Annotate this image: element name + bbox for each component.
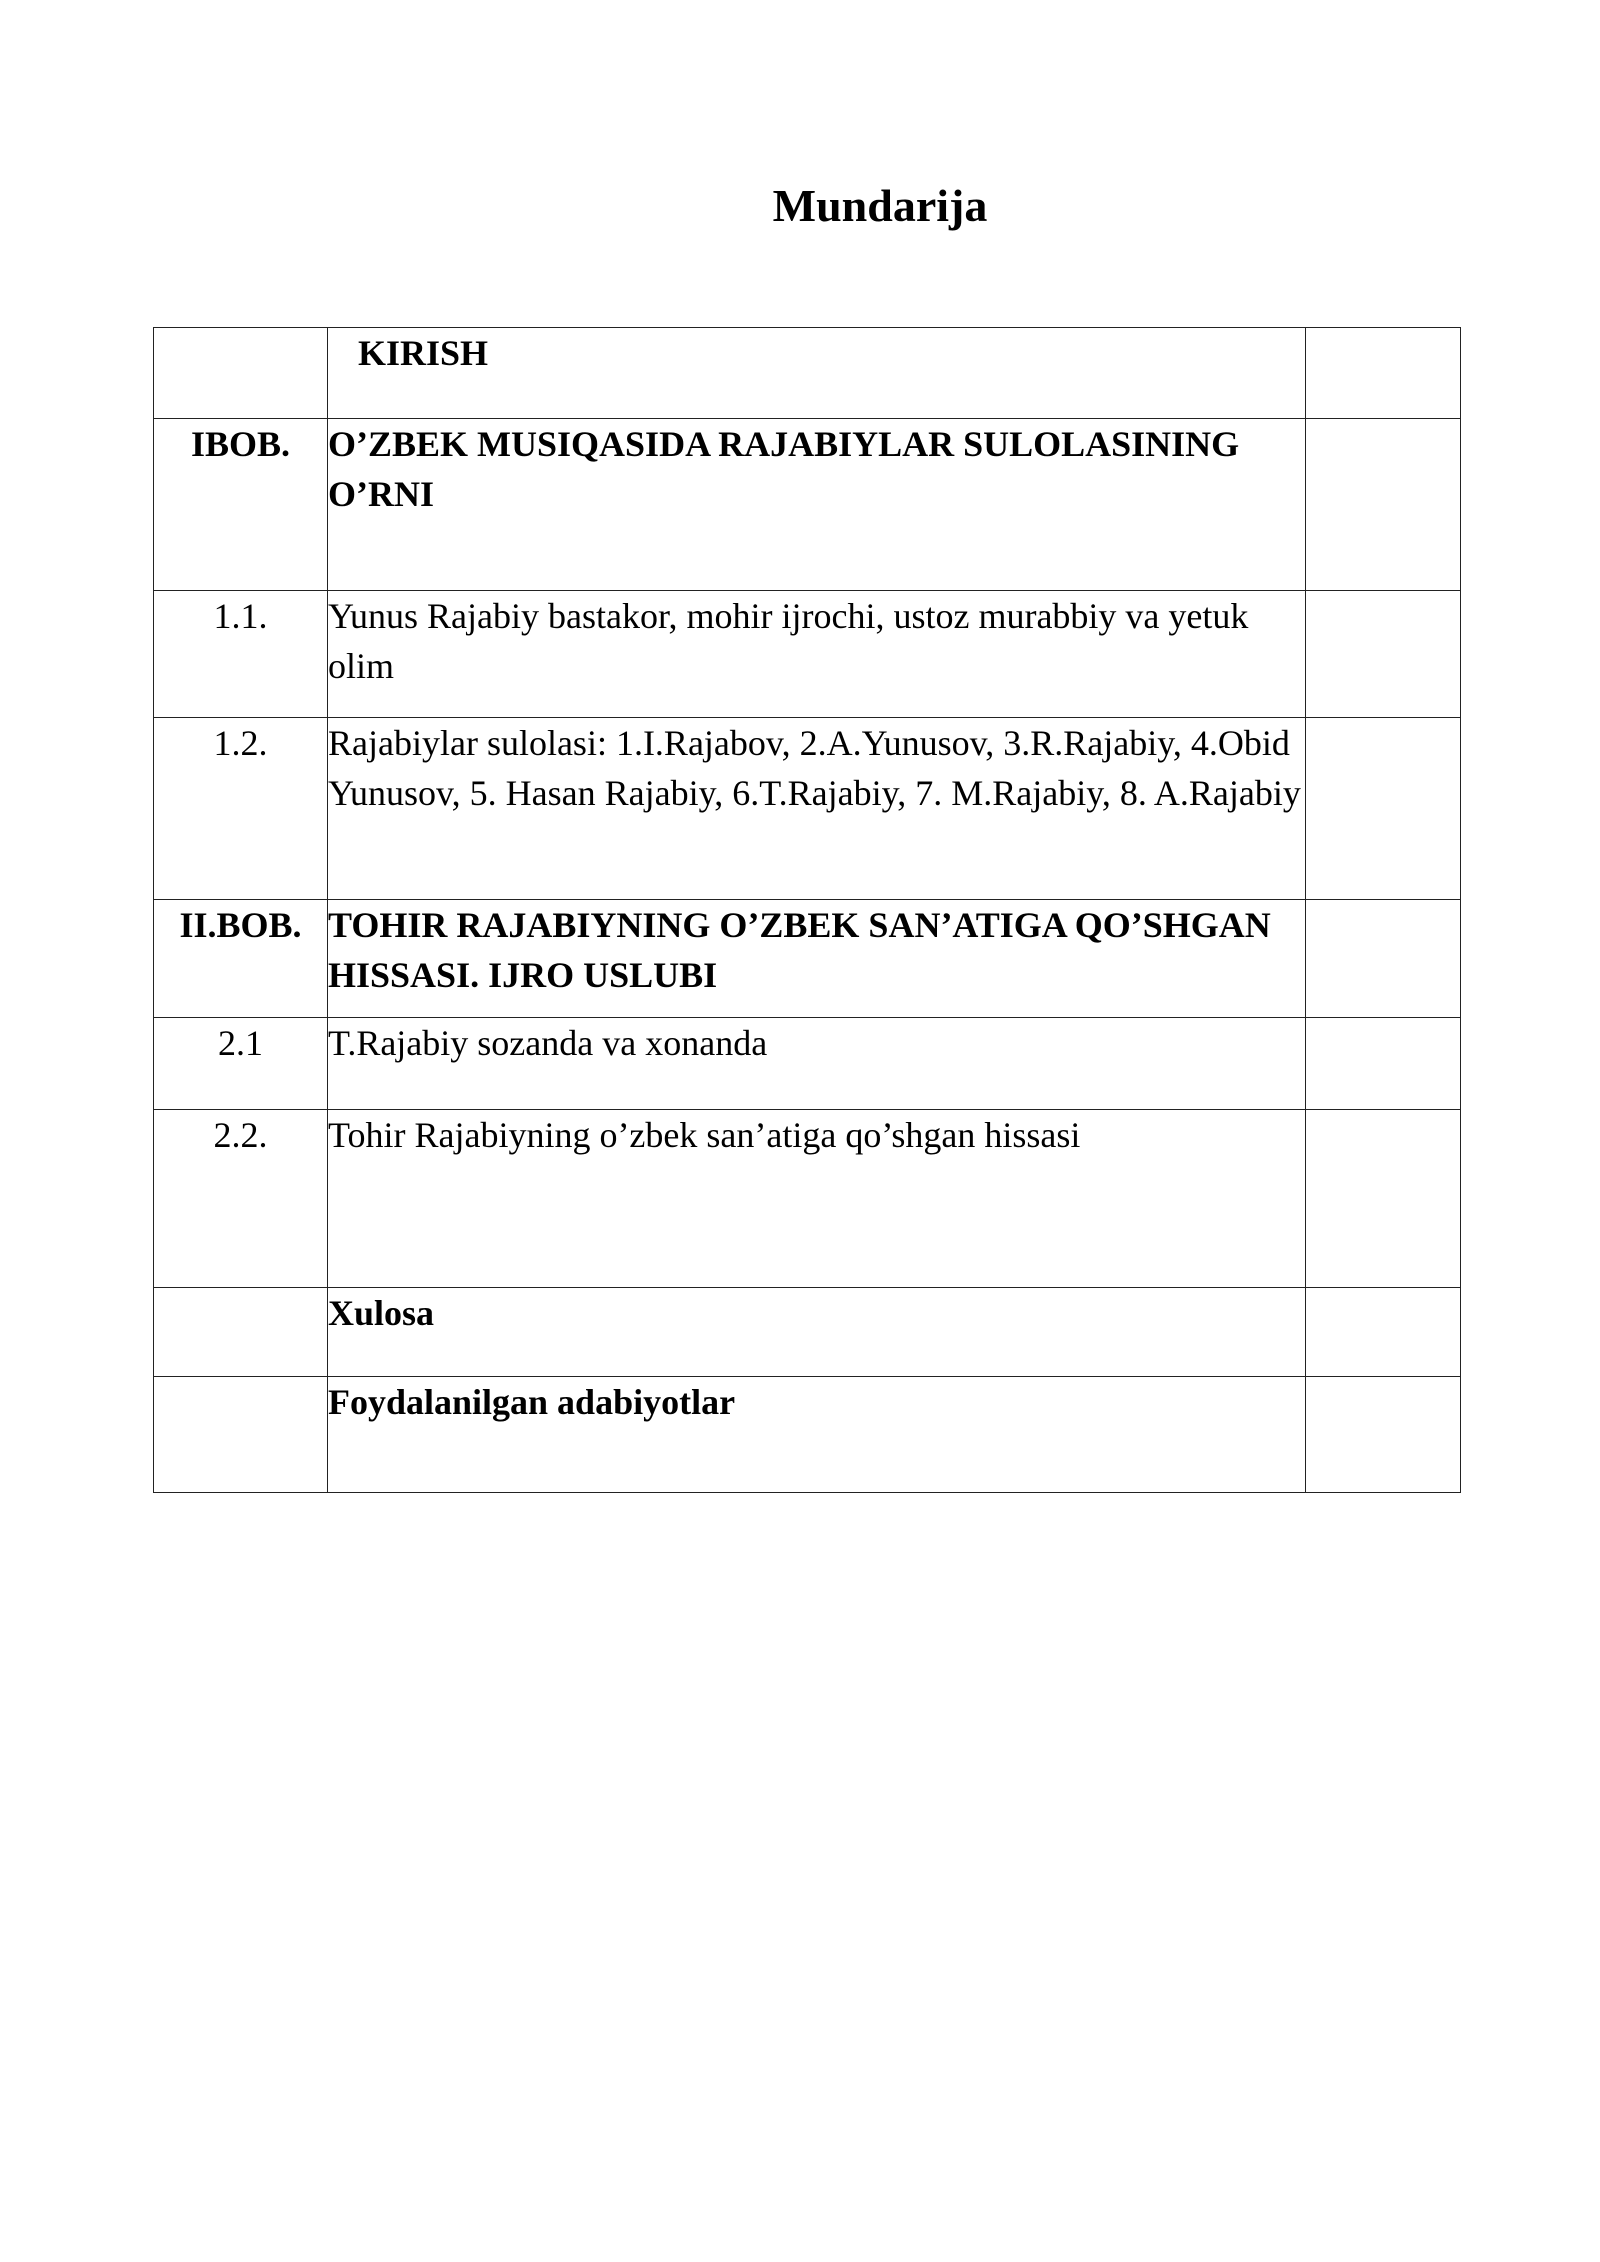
toc-number: [154, 1377, 328, 1493]
toc-row-2-1: [154, 1018, 1461, 1110]
toc-page-number: [1306, 1018, 1461, 1110]
toc-entry-chapter-1[interactable]: O’ZBEK MUSIQASIDA RAJABIYLAR SULOLASINING O’RNI: [328, 419, 1306, 591]
toc-entry-2-2[interactable]: Tohir Rajabiyning o’zbek san’atiga qo’shgan hissasi: [328, 1110, 1306, 1288]
toc-number: 2.2.: [154, 1110, 328, 1288]
toc-page-number: [1306, 419, 1461, 591]
toc-row-adabiyotlar: [154, 1377, 1461, 1493]
toc-number: IBOB.: [154, 419, 328, 591]
toc-number: II.BOB.: [154, 900, 328, 1018]
toc-row-1-1: [154, 591, 1461, 718]
toc-entry-2-1[interactable]: T.Rajabiy sozanda va xonanda: [328, 1018, 1306, 1110]
table-of-contents: [153, 327, 1461, 1493]
toc-entry-xulosa[interactable]: Xulosa: [328, 1288, 1306, 1377]
toc-page-number: [1306, 1377, 1461, 1493]
toc-entry-kirish[interactable]: [328, 328, 1306, 419]
toc-page-number: [1306, 1288, 1461, 1377]
toc-entry-text: KIRISH: [358, 333, 489, 373]
toc-entry-adabiyotlar[interactable]: Foydalanilgan adabiyotlar: [328, 1377, 1306, 1493]
toc-row-chapter-2: [154, 900, 1461, 1018]
toc-page-number: [1306, 1110, 1461, 1288]
toc-number: [154, 1288, 328, 1377]
toc-number: 1.2.: [154, 718, 328, 900]
toc-row-chapter-1: [154, 419, 1461, 591]
toc-page-number: [1306, 591, 1461, 718]
toc-entry-1-2[interactable]: Rajabiylar sulolasi: 1.I.Rajabov, 2.A.Yunusov, 3.R.Rajabiy, 4.Obid Yunusov, 5. Hasan Rajabiy, 6.T.Rajabiy, 7. M.Rajabiy, 8. A.Rajabiy: [328, 718, 1306, 900]
toc-number: [154, 328, 328, 419]
toc-row-kirish: [154, 328, 1461, 419]
toc-number: 1.1.: [154, 591, 328, 718]
toc-number: 2.1: [154, 1018, 328, 1110]
toc-page-number: [1306, 328, 1461, 419]
page-title: Mundarija: [772, 180, 988, 231]
toc-page-number: [1306, 718, 1461, 900]
toc-row-1-2: [154, 718, 1461, 900]
toc-row-xulosa: [154, 1288, 1461, 1377]
toc-entry-chapter-2[interactable]: TOHIR RAJABIYNING O’ZBEK SAN’ATIGA QO’SHGAN HISSASI. IJRO USLUBI: [328, 900, 1306, 1018]
toc-page-number: [1306, 900, 1461, 1018]
toc-entry-1-1[interactable]: Yunus Rajabiy bastakor, mohir ijrochi, ustoz murabbiy va yetuk olim: [328, 591, 1306, 718]
toc-row-2-2: [154, 1110, 1461, 1288]
